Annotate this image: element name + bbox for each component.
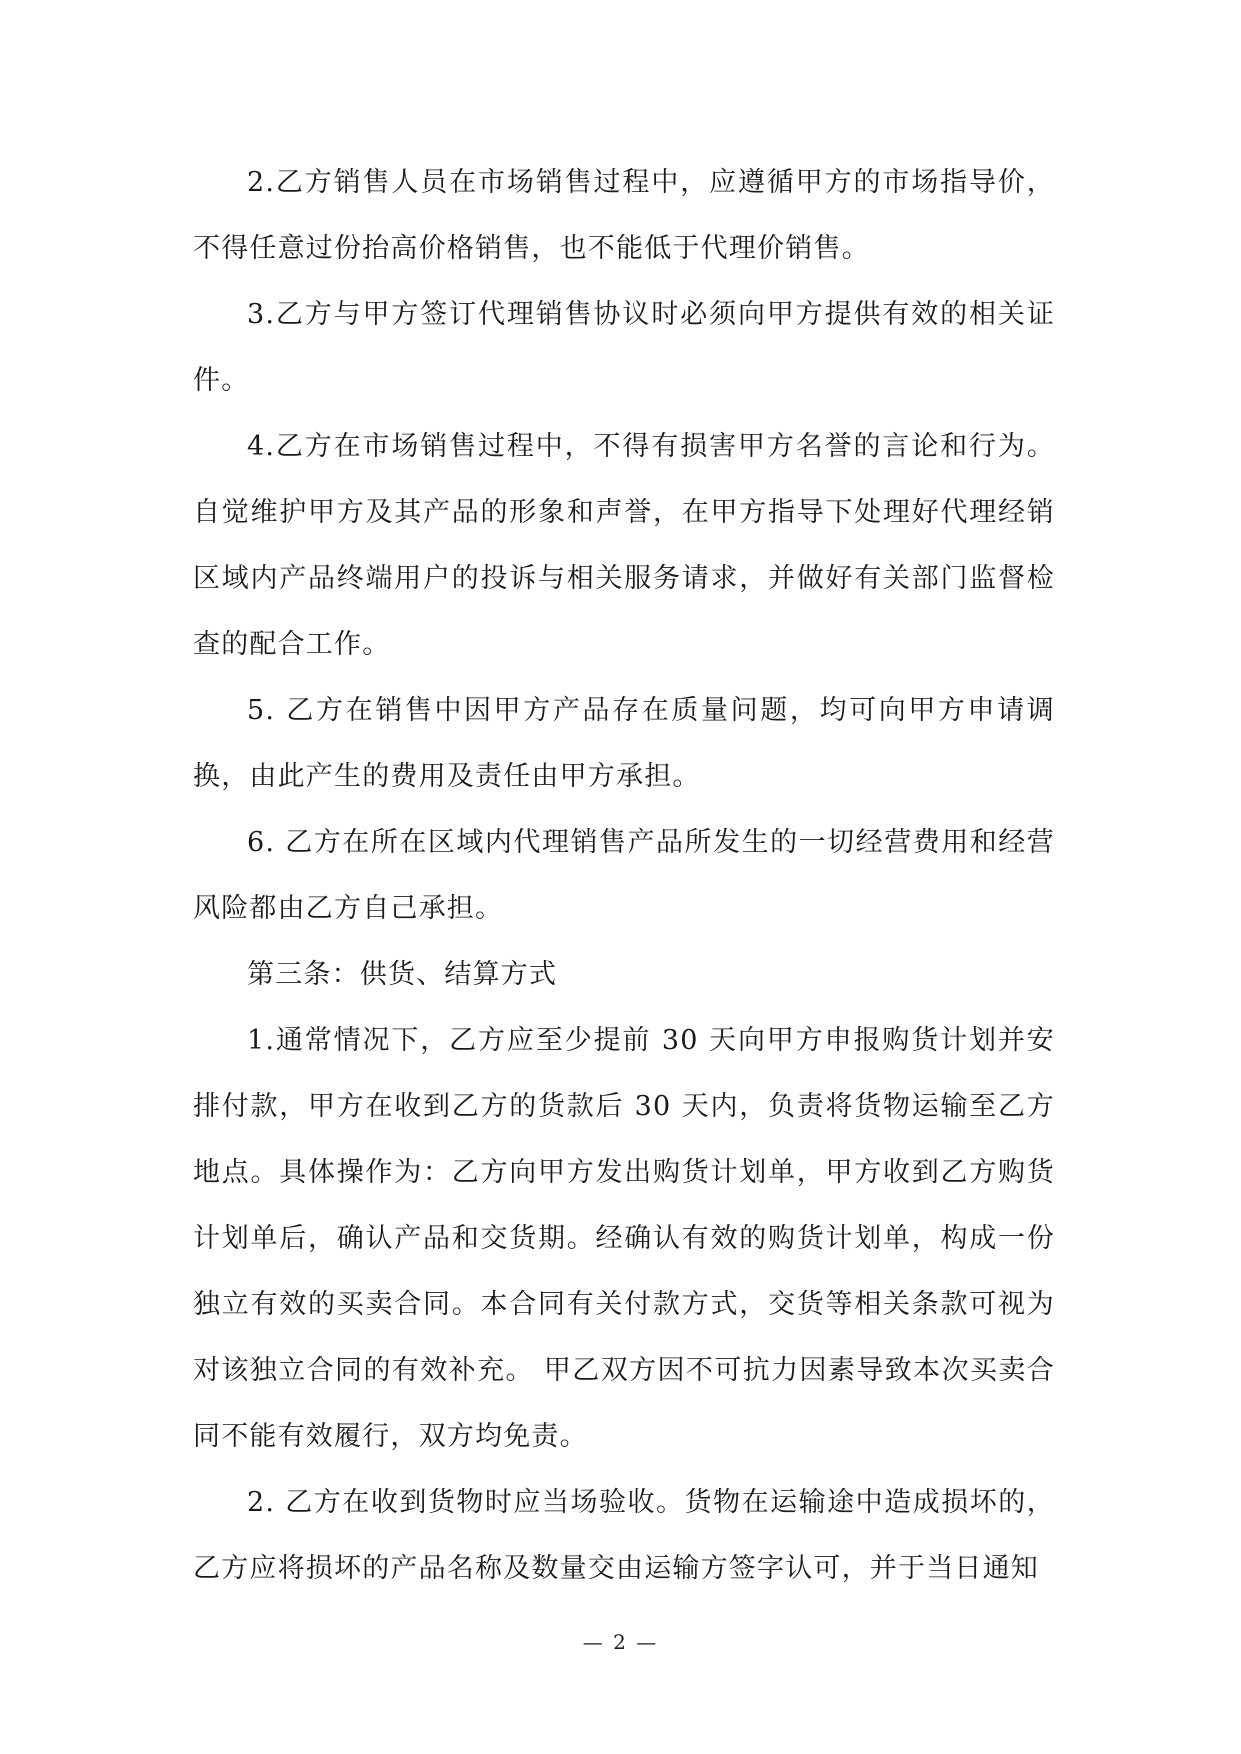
paragraph-clause-5-quality: 5. 乙方在销售中因甲方产品存在质量问题，均可向甲方申请调换，由此产生的费用及责任由甲方承担。 [193, 695, 1055, 792]
paragraph-clause-4-reputation: 4.乙方在市场销售过程中，不得有损害甲方名誉的言论和行为。自觉维护甲方及其产品的形象和声誉，在甲方指导下处理好代理经销区域内产品终端用户的投诉与相关服务请求，并做好有关部门监督检查的配合工作。 [193, 431, 1055, 660]
document-body [193, 150, 1055, 1602]
paragraph-clause-6-costs: 6. 乙方在所在区域内代理销售产品所发生的一切经营费用和经营风险都由乙方自己承担。 [193, 827, 1055, 924]
paragraph-clause-3-certificates: 3.乙方与甲方签订代理销售协议时必须向甲方提供有效的相关证件。 [193, 299, 1055, 396]
paragraph-supply-1-ordering: 1.通常情况下，乙方应至少提前 30 天向甲方申报购货计划并安排付款，甲方在收到乙方的货款后 30 天内，负责将货物运输至乙方地点。具体操作为：乙方向甲方发出购货计划单，甲方收到乙方购货计划单后，确认产品和交货期。经确认有效的购货计划单，构成一份独立有效的买卖合同。本合同有关付款方式，交货等相关条款可视为对该独立合同的有效补充。 甲乙双方因不可抗力因素导致本次买卖合同不能有效履行，双方均免责。 [193, 1025, 1055, 1452]
paragraph-clause-2-pricing: 2.乙方销售人员在市场销售过程中，应遵循甲方的市场指导价，不得任意过份抬高价格销售，也不能低于代理价销售。 [193, 167, 1055, 264]
page-number: — 2 — [582, 1630, 659, 1654]
paragraph-supply-2-inspection: 2. 乙方在收到货物时应当场验收。货物在运输途中造成损坏的，乙方应将损坏的产品名称及数量交由运输方签字认可，并于当日通知 [193, 1487, 1055, 1584]
section-heading-article-3: 第三条：供货、结算方式 [247, 959, 558, 990]
